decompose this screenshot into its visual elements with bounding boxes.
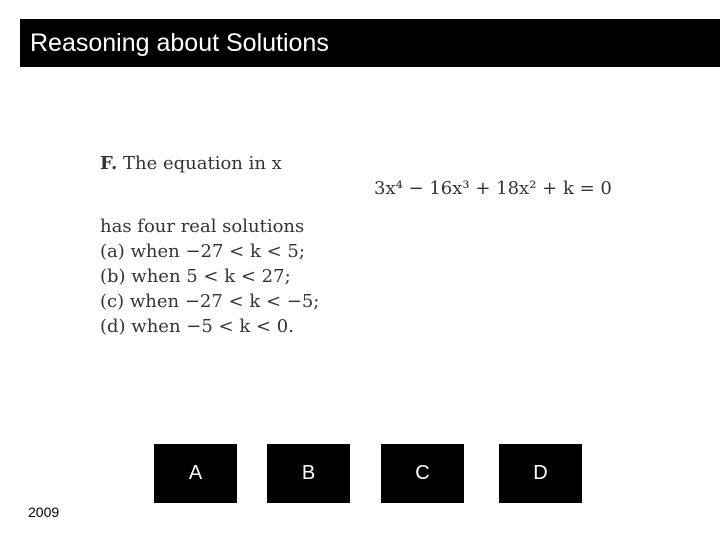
answer-a-button[interactable]: A [154, 444, 237, 503]
question-label: F. [100, 153, 118, 174]
year-label: 2009 [28, 504, 60, 520]
slide-title: Reasoning about Solutions [30, 29, 329, 57]
answer-b-button[interactable]: B [267, 444, 350, 503]
option-b: (b) when 5 < k < 27; [100, 266, 291, 287]
option-a: (a) when −27 < k < 5; [100, 241, 305, 262]
option-c: (c) when −27 < k < −5; [100, 291, 320, 312]
answer-d-button[interactable]: D [499, 444, 582, 503]
question-intro: The equation in x [122, 153, 282, 174]
option-d: (d) when −5 < k < 0. [100, 316, 294, 337]
answer-c-button[interactable]: C [381, 444, 464, 503]
question-stem: has four real solutions [100, 216, 305, 237]
question-intro-line [100, 152, 282, 176]
question-equation: 3x⁴ − 16x³ + 18x² + k = 0 [374, 178, 612, 199]
